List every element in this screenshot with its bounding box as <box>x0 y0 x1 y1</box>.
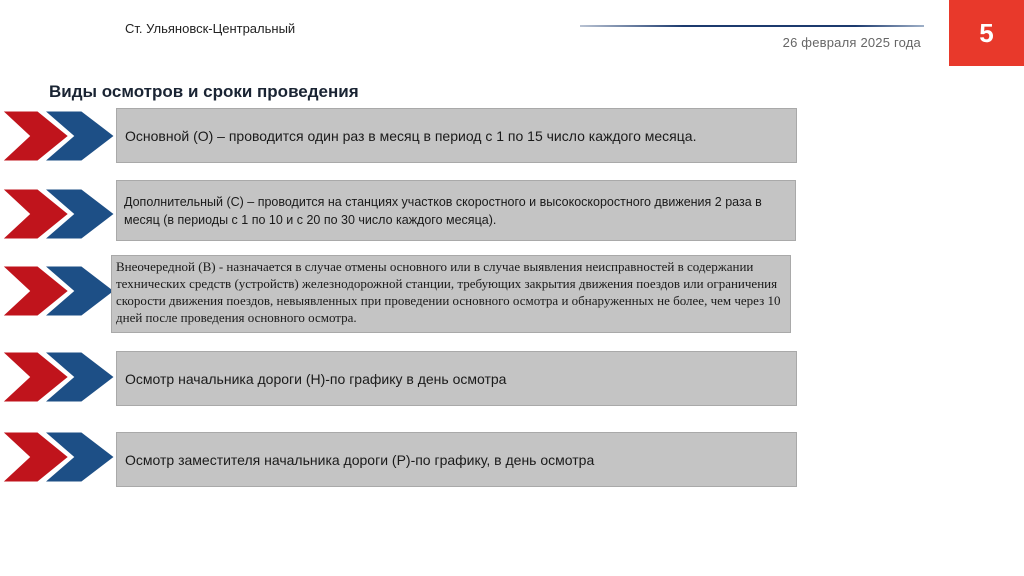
chevron-arrows-icon <box>0 185 118 243</box>
slide-date: 26 февраля 2025 года <box>782 35 921 50</box>
chevron-arrows-icon <box>0 428 118 486</box>
inspection-item-text: Внеочередной (В) - назначается в случае отмены основного или в случае выявления неисправностей в содержании технических средств (устройств) железнодорожной станции, требующих закрытия движения поездов или ограничения скорости движения поездов, невыявленных при проведении основного осмотра и обнаруженных не более, чем через 10 дней после проведения основного осмотра. <box>116 259 781 325</box>
inspection-item-text: Осмотр начальника дороги (Н)-по графику в день осмотра <box>125 370 507 387</box>
slide-title: Виды осмотров и сроки проведения <box>49 82 359 101</box>
inspection-item <box>116 180 796 241</box>
inspection-item-text: Осмотр заместителя начальника дороги (Р)-по графику, в день осмотра <box>125 451 595 468</box>
inspection-item <box>116 351 797 406</box>
chevron-arrows-icon <box>0 262 118 320</box>
inspection-item-text: Дополнительный (С) – проводится на станциях участков скоростного и высокоскоростного движения 2 раза в месяц (в периоды с 1 по 10 и с 20 по 30 число каждого месяца). <box>124 194 762 227</box>
chevron-arrows-icon <box>0 107 118 165</box>
inspection-item-text: Основной (О) – проводится один раз в месяц в период с 1 по 15 число каждого месяца. <box>125 127 697 144</box>
chevron-arrows-icon <box>0 348 118 406</box>
inspection-item <box>116 108 797 163</box>
inspection-item <box>116 432 797 487</box>
header-divider <box>580 25 924 27</box>
inspection-item <box>111 255 791 333</box>
station-name: Ст. Ульяновск-Центральный <box>125 21 296 36</box>
page-number-badge: 5 <box>949 0 1024 66</box>
